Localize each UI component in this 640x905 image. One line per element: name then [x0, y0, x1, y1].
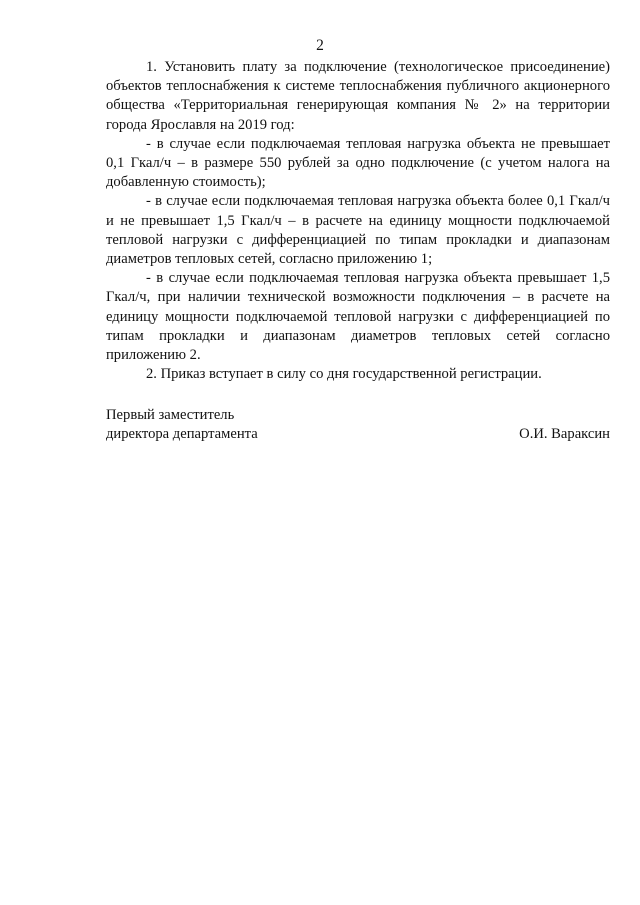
signatory-name: О.И. Вараксин: [519, 426, 610, 443]
signature-block: [106, 406, 610, 444]
signatory-position-line2: директора департамента: [106, 426, 258, 443]
document-body: [106, 58, 610, 384]
page-number: 2: [316, 37, 324, 54]
paragraph-item-1-fee: 1. Установить плату за подключение (технологическое присоединение) объектов теплоснабжения к системе теплоснабжения публичного акционерного общества «Территориальная генерирующая компания № 2» на территории города Ярославля на 2019 год:: [106, 59, 610, 133]
paragraph-bullet-over-1-5: - в случае если подключаемая тепловая нагрузка объекта превышает 1,5 Гкал/ч, при наличии технической возможности подключения – в расчете на единицу мощности подключаемой тепловой нагрузки с дифференциацией по типам прокладки и диапазонам диаметров тепловых сетей согласно приложению 2.: [106, 270, 610, 364]
paragraph-bullet-0-1-to-1-5: - в случае если подключаемая тепловая нагрузка объекта более 0,1 Гкал/ч и не превышает 1,5 Гкал/ч – в расчете на единицу мощности подключаемой тепловой нагрузки с дифференциацией по типам прокладки и диапазонам диаметров тепловых сетей, согласно приложению 1;: [106, 193, 610, 268]
paragraph-bullet-up-to-0-1: - в случае если подключаемая тепловая нагрузка объекта не превышает 0,1 Гкал/ч – в размере 550 рублей за одно подключение (с учетом налога на добавленную стоимость);: [106, 135, 610, 191]
signature-line: [106, 425, 610, 444]
paragraph-item-2-effective: 2. Приказ вступает в силу со дня государственной регистрации.: [146, 366, 542, 383]
signatory-position-line1: Первый заместитель: [106, 407, 235, 423]
